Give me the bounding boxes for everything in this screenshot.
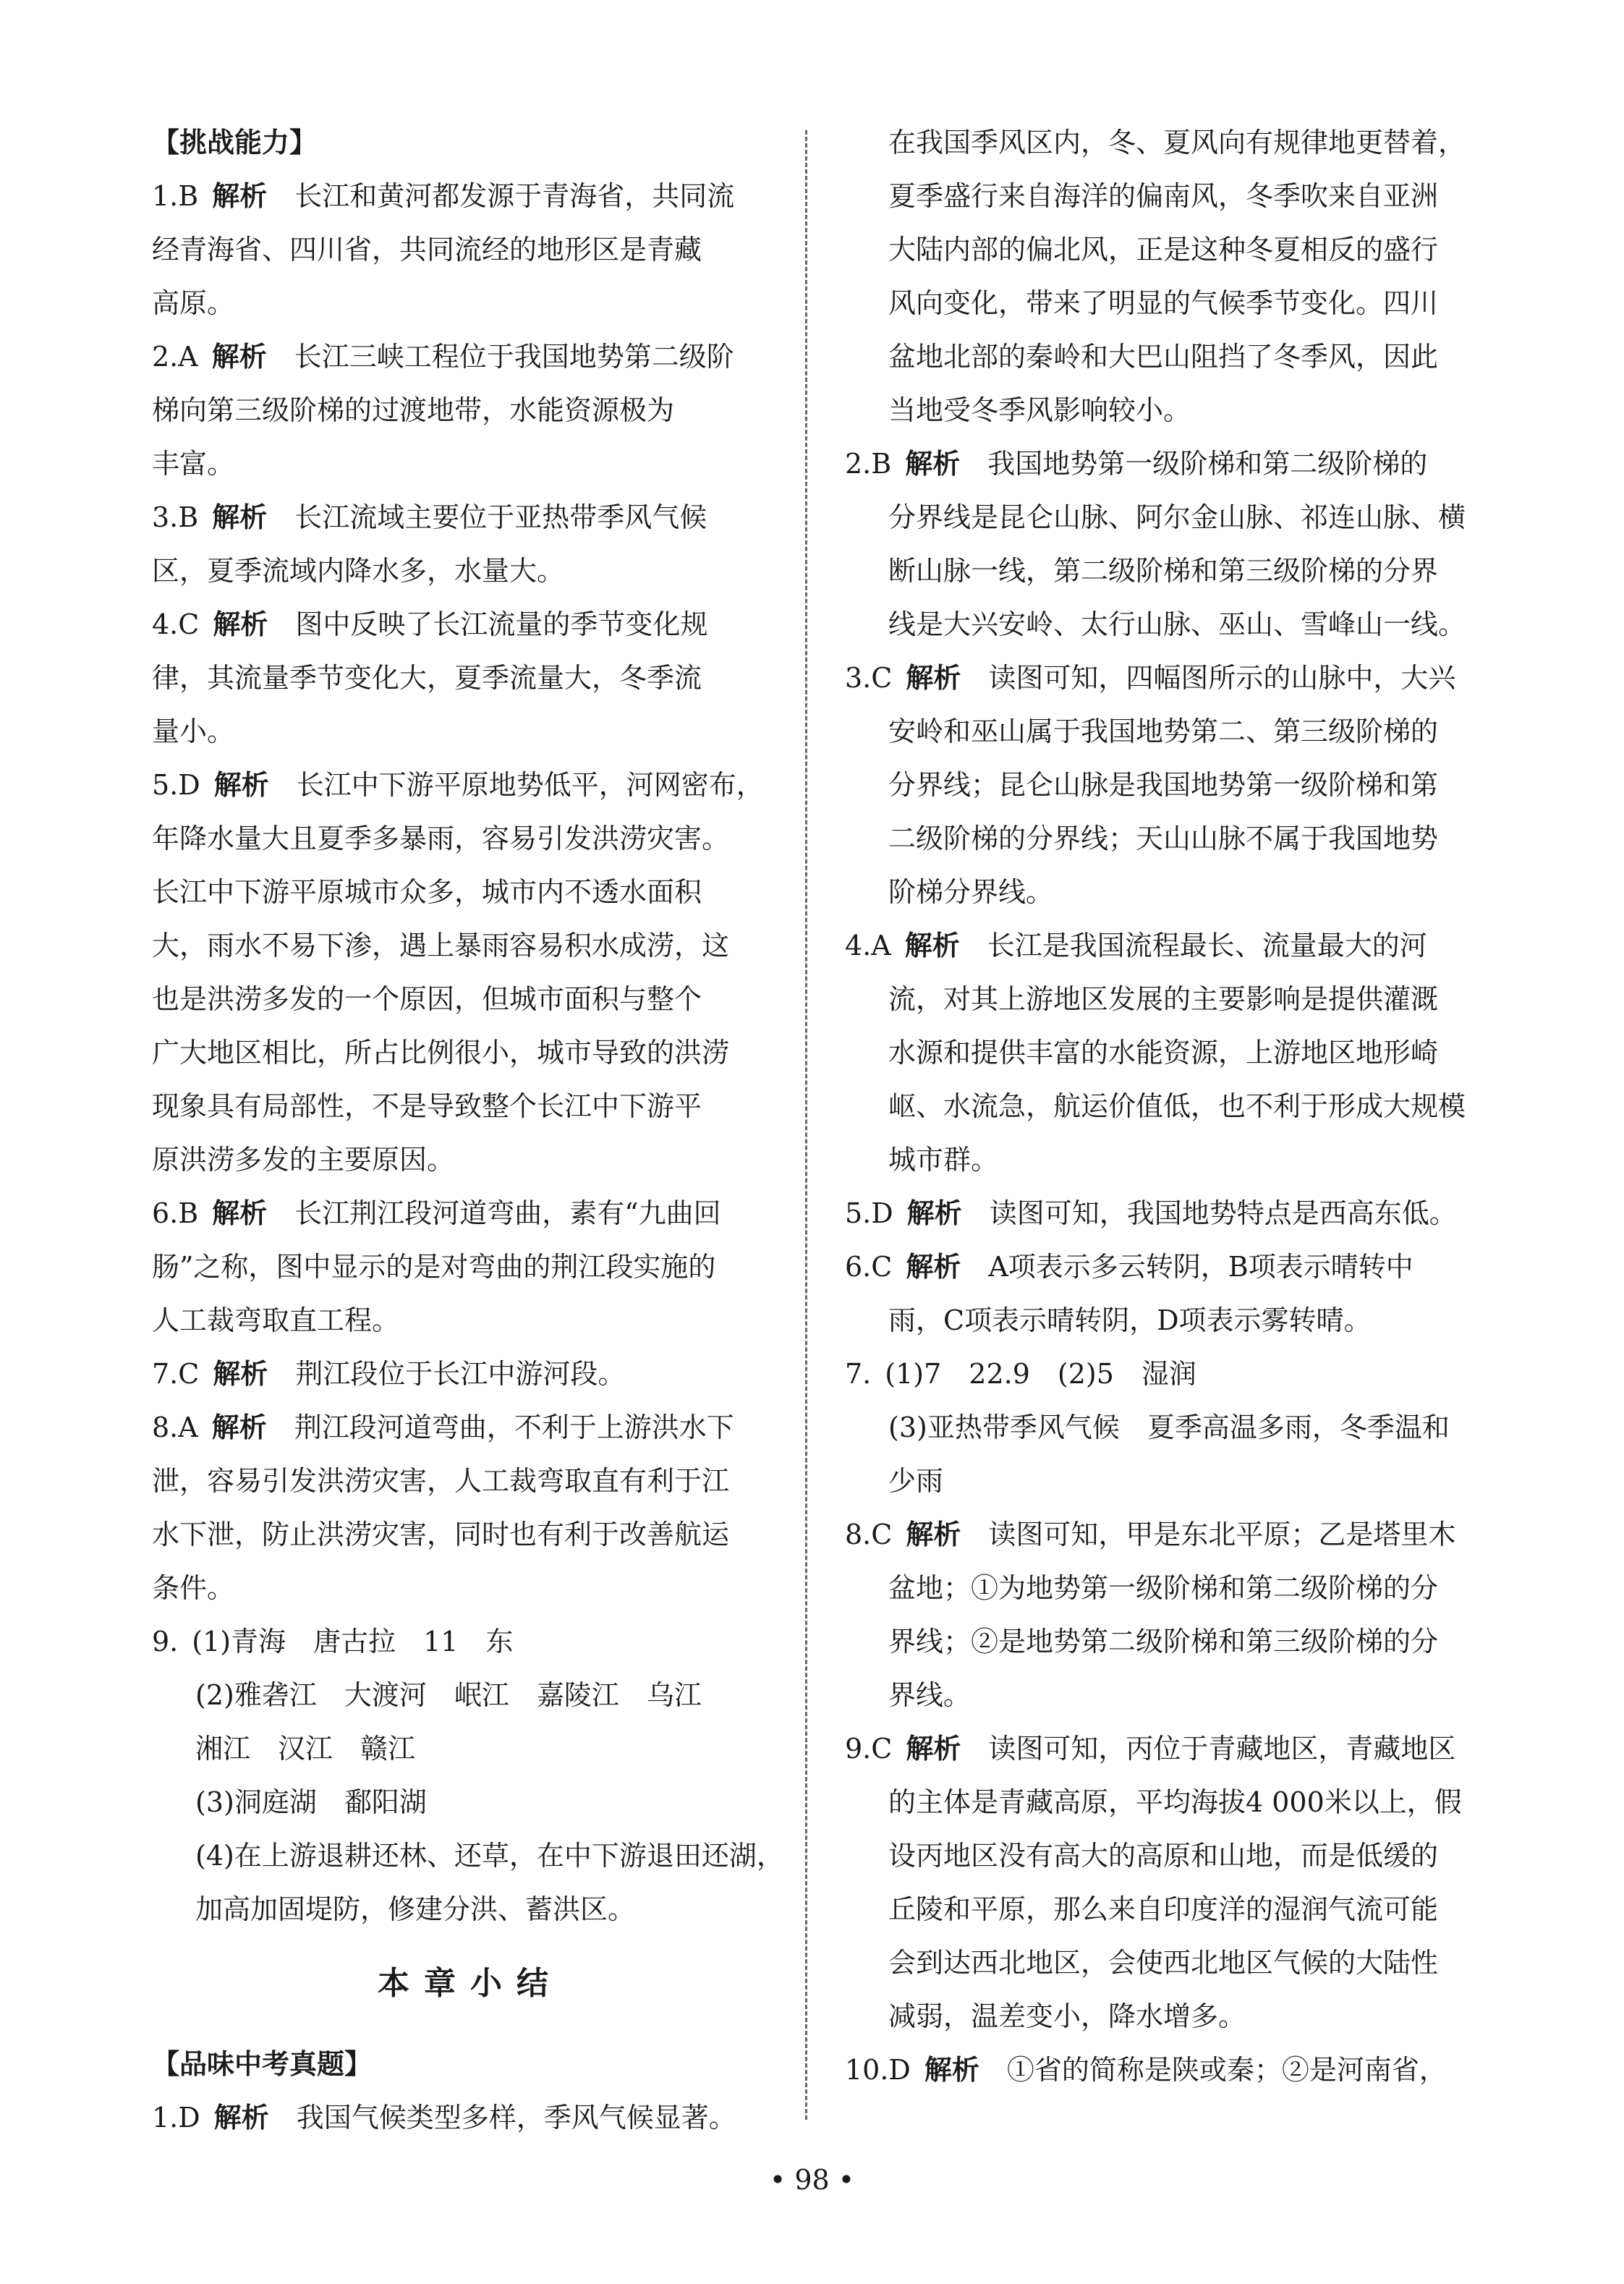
line-text: (3)洞庭湖 鄱阳湖 xyxy=(195,1786,427,1818)
line-text: 量小。 xyxy=(152,716,235,747)
question-number: 4.A xyxy=(845,930,891,961)
text-line xyxy=(152,1192,788,1234)
text-line xyxy=(845,282,1481,324)
text-line xyxy=(152,1621,788,1663)
line-text: 律，其流量季节变化大，夏季流量大，冬季流 xyxy=(152,662,702,694)
line-text: 分界线；昆仑山脉是我国地势第一级阶梯和第 xyxy=(888,769,1439,801)
text-line xyxy=(845,818,1481,859)
text-line xyxy=(152,1246,788,1288)
text-line xyxy=(845,550,1481,592)
text-line xyxy=(152,1299,788,1341)
line-text: 梯向第三级阶梯的过渡地带，水能资源极为 xyxy=(152,394,675,426)
line-text: 长江中下游平原城市众多，城市内不透水面积 xyxy=(152,876,702,908)
line-text: 流，对其上游地区发展的主要影响是提供灌溉 xyxy=(888,983,1439,1015)
analysis-tag: 解析 xyxy=(213,2102,269,2134)
text-line xyxy=(845,1085,1481,1127)
text-line xyxy=(152,175,788,217)
text-line xyxy=(845,1139,1481,1181)
line-text: 城市群。 xyxy=(888,1144,999,1176)
line-text: 图中反映了长江流量的季节变化规 xyxy=(295,608,708,640)
line-text: 荆江段位于长江中游河段。 xyxy=(295,1358,626,1390)
text-line xyxy=(845,496,1481,538)
text-line xyxy=(845,657,1481,699)
line-text: (1)7 22.9 (2)5 湿润 xyxy=(885,1358,1196,1390)
line-text: 界线。 xyxy=(888,1679,972,1711)
line-text: 读图可知，我国地势特点是西高东低。 xyxy=(989,1197,1457,1229)
analysis-tag: 解析 xyxy=(904,930,960,961)
question-number: 1.D xyxy=(152,2102,200,2134)
line-text: 夏季盛行来自海洋的偏南风，冬季吹来自亚洲 xyxy=(888,180,1439,212)
text-line xyxy=(845,925,1481,967)
line-text: 在我国季风区内，冬、夏风向有规律地更替着， xyxy=(888,127,1466,158)
text-line xyxy=(845,978,1481,1020)
text-line xyxy=(845,1246,1481,1288)
question-number: 6.C xyxy=(845,1251,893,1283)
text-line xyxy=(845,1032,1481,1074)
line-text: 广大地区相比，所占比例很小，城市导致的洪涝 xyxy=(152,1037,730,1069)
line-text: 减弱，温差变小，降水增多。 xyxy=(888,2000,1246,2032)
line-text: (4)在上游退耕还林、还草，在中下游退田还湖， xyxy=(195,1840,784,1872)
line-text: 安岭和巫山属于我国地势第二、第三级阶梯的 xyxy=(888,716,1439,747)
right-lines xyxy=(845,122,1481,2091)
analysis-tag: 解析 xyxy=(905,448,961,480)
question-number: 8.C xyxy=(845,1519,893,1550)
line-text: 当地受冬季风影响较小。 xyxy=(888,394,1191,426)
line-text: (3)亚热带季风气候 夏季高温多雨，冬季温和 xyxy=(888,1411,1450,1443)
text-line xyxy=(152,1353,788,1395)
line-text: 原洪涝多发的主要原因。 xyxy=(152,1144,455,1176)
analysis-tag: 解析 xyxy=(906,1197,962,1229)
section-heading-exam: 【品味中考真题】 xyxy=(152,2048,373,2080)
question-number: 6.B xyxy=(152,1197,199,1229)
line-text: 线是大兴安岭、太行山脉、巫山、雪峰山一线。 xyxy=(888,608,1466,640)
line-text: (1)青海 唐古拉 11 东 xyxy=(192,1626,514,1657)
analysis-tag: 解析 xyxy=(211,341,267,373)
text-line xyxy=(152,1085,788,1127)
line-text: 肠”之称，图中显示的是对弯曲的荆江段实施的 xyxy=(152,1251,716,1283)
text-line xyxy=(152,603,788,645)
text-line xyxy=(845,1460,1481,1502)
line-text: 雨，C项表示晴转阴，D项表示雾转晴。 xyxy=(888,1304,1372,1336)
question-number: 7. xyxy=(845,1358,872,1390)
text-line xyxy=(845,1621,1481,1663)
text-line xyxy=(152,657,788,699)
question-number: 2.B xyxy=(845,448,892,480)
text-line xyxy=(845,1514,1481,1555)
line-text: 设丙地区没有高大的高原和山地，而是低缓的 xyxy=(888,1840,1439,1872)
line-text: 大，雨水不易下渗，遇上暴雨容易积水成涝，这 xyxy=(152,930,730,961)
analysis-tag: 解析 xyxy=(212,501,268,533)
question-number: 9.C xyxy=(845,1733,893,1765)
line-text: 长江是我国流程最长、流量最大的河 xyxy=(987,930,1427,961)
text-line xyxy=(152,1567,788,1609)
left-column xyxy=(152,122,788,2150)
text-line xyxy=(152,925,788,967)
line-text: 加高加固堤防，修建分洪、蓄洪区。 xyxy=(195,1893,636,1925)
analysis-tag: 解析 xyxy=(906,1733,961,1765)
text-line xyxy=(152,282,788,324)
line-text: 长江三峡工程位于我国地势第二级阶 xyxy=(294,341,734,373)
question-number: 3.C xyxy=(845,662,893,694)
text-line xyxy=(152,1032,788,1074)
line-text: 条件。 xyxy=(152,1572,235,1604)
analysis-tag: 解析 xyxy=(213,608,268,640)
line-text: 丰富。 xyxy=(152,448,235,480)
line-text: 界线；②是地势第二级阶梯和第三级阶梯的分 xyxy=(888,1626,1439,1657)
line-text: 盆地；①为地势第一级阶梯和第二级阶梯的分 xyxy=(888,1572,1439,1604)
line-text: 盆地北部的秦岭和大巴山阻挡了冬季风，因此 xyxy=(888,341,1439,373)
analysis-tag: 解析 xyxy=(924,2054,979,2086)
line-text: 二级阶梯的分界线；天山山脉不属于我国地势 xyxy=(888,823,1439,854)
text-line xyxy=(845,443,1481,485)
line-text: 长江流域主要位于亚热带季风气候 xyxy=(294,501,707,533)
right-column xyxy=(845,122,1481,2102)
text-line xyxy=(152,1406,788,1448)
line-text: 长江荆江段河道弯曲，素有“九曲回 xyxy=(294,1197,721,1229)
line-text: 会到达西北地区，会使西北地区气候的大陆性 xyxy=(888,1947,1439,1979)
section-heading-challenge: 【挑战能力】 xyxy=(152,127,318,158)
text-line xyxy=(845,1781,1481,1823)
line-text: 经青海省、四川省，共同流经的地形区是青藏 xyxy=(152,234,702,266)
line-text: 的主体是青藏高原，平均海拔4 000米以上，假 xyxy=(888,1786,1462,1818)
line-text: 人工裁弯取直工程。 xyxy=(152,1304,400,1336)
line-text: A项表示多云转阴，B项表示晴转中 xyxy=(988,1251,1413,1283)
text-line xyxy=(845,603,1481,645)
line-text: 少雨 xyxy=(888,1465,944,1497)
analysis-tag: 解析 xyxy=(211,1411,267,1443)
text-line xyxy=(845,389,1481,431)
line-text: 风向变化，带来了明显的气候季节变化。四川 xyxy=(888,287,1439,319)
question-number: 4.C xyxy=(152,608,200,640)
chapter-summary-title: 本章小结 xyxy=(378,1965,563,2002)
line-text: 水下泄，防止洪涝灾害，同时也有利于改善航运 xyxy=(152,1519,730,1550)
line-text: 现象具有局部性，不是导致整个长江中下游平 xyxy=(152,1090,702,1122)
line-text: 断山脉一线，第二级阶梯和第三级阶梯的分界 xyxy=(888,555,1439,587)
column-divider xyxy=(805,130,807,2120)
text-line xyxy=(152,550,788,592)
question-number: 1.B xyxy=(152,180,199,212)
text-line xyxy=(845,1567,1481,1609)
line-text: 也是洪涝多发的一个原因，但城市面积与整个 xyxy=(152,983,702,1015)
text-line xyxy=(152,229,788,271)
text-line xyxy=(845,1674,1481,1716)
analysis-tag: 解析 xyxy=(213,1358,268,1390)
text-line xyxy=(845,1406,1481,1448)
line-text: 丘陵和平原，那么来自印度洋的湿润气流可能 xyxy=(888,1893,1439,1925)
line-text: 荆江段河道弯曲，不利于上游洪水下 xyxy=(294,1411,734,1443)
text-line xyxy=(845,336,1481,378)
text-line xyxy=(152,871,788,913)
question-number: 2.A xyxy=(152,341,198,373)
text-line xyxy=(152,978,788,1020)
line-text: ①省的简称是陕或秦；②是河南省， xyxy=(1006,2054,1447,2086)
line-text: 年降水量大且夏季多暴雨，容易引发洪涝灾害。 xyxy=(152,823,730,854)
text-line xyxy=(845,1192,1481,1234)
line-text: 我国气候类型多样，季风气候显著。 xyxy=(296,2102,736,2134)
text-line xyxy=(845,1835,1481,1877)
text-line xyxy=(152,818,788,859)
text-line xyxy=(845,1888,1481,1930)
analysis-tag: 解析 xyxy=(212,1197,268,1229)
left-lines-exam xyxy=(152,2097,788,2139)
analysis-tag: 解析 xyxy=(906,1519,961,1550)
text-line xyxy=(845,229,1481,271)
text-line xyxy=(152,1139,788,1181)
text-line xyxy=(152,496,788,538)
text-line xyxy=(845,175,1481,217)
text-line xyxy=(152,710,788,752)
text-line xyxy=(152,443,788,485)
line-text: 岖、水流急，航运价值低，也不利于形成大规模 xyxy=(888,1090,1466,1122)
line-text: (2)雅砻江 大渡河 岷江 嘉陵江 乌江 xyxy=(195,1679,702,1711)
line-text: 高原。 xyxy=(152,287,235,319)
line-text: 区，夏季流域内降水多，水量大。 xyxy=(152,555,565,587)
text-line xyxy=(152,1460,788,1502)
text-line xyxy=(845,1942,1481,1984)
question-number: 3.B xyxy=(152,501,199,533)
line-text: 长江中下游平原地势低平，河网密布， xyxy=(296,769,764,801)
line-text: 大陆内部的偏北风，正是这种冬夏相反的盛行 xyxy=(888,234,1439,266)
text-line xyxy=(845,871,1481,913)
question-number: 5.D xyxy=(152,769,200,801)
text-line xyxy=(152,389,788,431)
line-text: 读图可知，甲是东北平原；乙是塔里木 xyxy=(988,1519,1456,1550)
text-line xyxy=(845,1353,1481,1395)
question-number: 8.A xyxy=(152,1411,198,1443)
text-line xyxy=(152,1888,788,1930)
text-line xyxy=(152,1674,788,1716)
question-number: 5.D xyxy=(845,1197,893,1229)
question-number: 7.C xyxy=(152,1358,200,1390)
line-text: 湘江 汉江 赣江 xyxy=(195,1733,416,1765)
text-line xyxy=(152,1835,788,1877)
line-text: 读图可知，四幅图所示的山脉中，大兴 xyxy=(988,662,1456,694)
text-line xyxy=(152,2097,788,2139)
text-line xyxy=(152,1514,788,1555)
text-line xyxy=(152,764,788,806)
line-text: 我国地势第一级阶梯和第二级阶梯的 xyxy=(987,448,1428,480)
text-line xyxy=(845,710,1481,752)
text-line xyxy=(845,1995,1481,2037)
line-text: 分界线是昆仑山脉、阿尔金山脉、祁连山脉、横 xyxy=(888,501,1466,533)
left-lines xyxy=(152,175,788,1930)
text-line xyxy=(152,336,788,378)
text-line xyxy=(845,1728,1481,1770)
page-number: • 98 • xyxy=(769,2164,855,2196)
text-line xyxy=(845,2049,1481,2091)
text-line xyxy=(845,764,1481,806)
question-number: 9. xyxy=(152,1626,179,1657)
analysis-tag: 解析 xyxy=(213,769,269,801)
question-number: 10.D xyxy=(845,2054,911,2086)
line-text: 阶梯分界线。 xyxy=(888,876,1054,908)
analysis-tag: 解析 xyxy=(906,1251,961,1283)
text-line xyxy=(152,1728,788,1770)
text-line xyxy=(845,122,1481,164)
text-line xyxy=(845,1299,1481,1341)
analysis-tag: 解析 xyxy=(212,180,268,212)
line-text: 长江和黄河都发源于青海省，共同流 xyxy=(294,180,735,212)
line-text: 泄，容易引发洪涝灾害，人工裁弯取直有利于江 xyxy=(152,1465,730,1497)
analysis-tag: 解析 xyxy=(906,662,961,694)
line-text: 读图可知，丙位于青藏地区，青藏地区 xyxy=(988,1733,1456,1765)
text-line xyxy=(152,1781,788,1823)
line-text: 水源和提供丰富的水能资源，上游地区地形崎 xyxy=(888,1037,1439,1069)
